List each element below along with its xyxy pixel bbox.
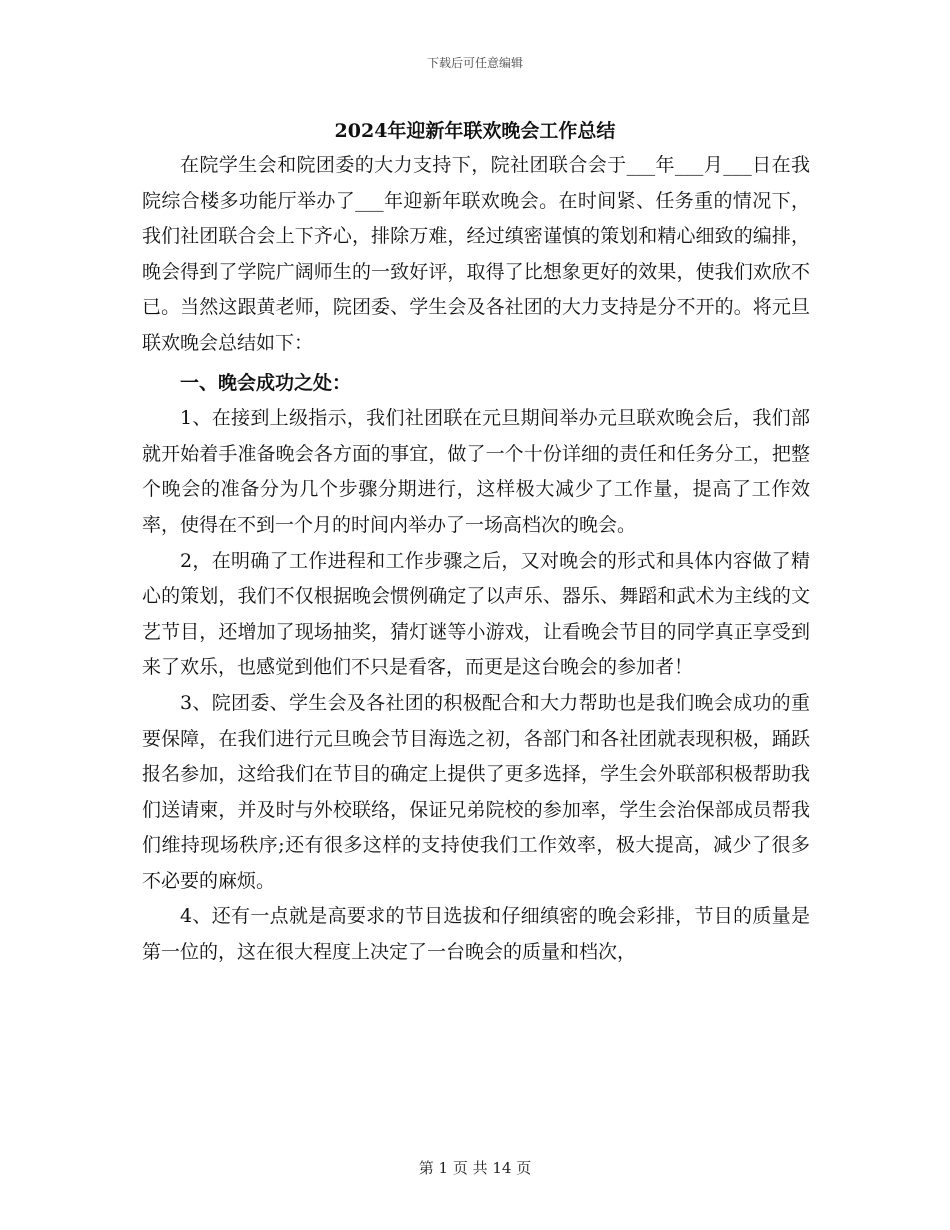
section-heading: 一、晚会成功之处：	[180, 371, 352, 394]
point-paragraph-3: 3、院团委、学生会及各社团的积极配合和大力帮助也是我们晚会成功的重要保障，在我们进行元旦晚会节目海选之初，各部门和各社团就表现积极，踊跃报名参加，这给我们在节目的确定上提供了更多选择，学生会外联部积极帮助我们送请柬，并及时与外校联络，保证兄弟院校的参加率，学生会治保部成员帮我们维持现场秩序;还有很多这样的支持使我们工作效率，极大提高，减少了很多不必要的麻烦。	[142, 691, 810, 892]
page-title: 2024年迎新年联欢晚会工作总结	[334, 120, 616, 142]
point-paragraph-1: 1、在接到上级指示，我们社团联在元旦期间举办元旦联欢晚会后，我们部就开始着手准备晚会各方面的事宜，做了一个十份详细的责任和任务分工，把整个晚会的准备分为几个步骤分期进行，这样极大减少了工作量，提高了工作效率，使得在不到一个月的时间内举办了一场高档次的晚会。	[142, 407, 810, 536]
point-paragraph-2: 2，在明确了工作进程和工作步骤之后，又对晚会的形式和具体内容做了精心的策划，我们不仅根据晚会惯例确定了以声乐、器乐、舞蹈和武术为主线的文艺节目，还增加了现场抽奖，猜灯谜等小游戏，让看晚会节目的同学真正享受到来了欢乐，也感觉到他们不只是看客，而更是这台晚会的参加者！	[142, 549, 810, 679]
point-paragraph-4: 4、还有一点就是高要求的节目选拔和仔细缜密的晚会彩排，节目的质量是第一位的，这在很大程度上决定了一台晚会的质量和档次，	[142, 905, 810, 964]
intro-paragraph: 在院学生会和院团委的大力支持下，院社团联合会于___年___月___日在我院综合楼多功能厅举办了___年迎新年联欢晚会。在时间紧、任务重的情况下，我们社团联合会上下齐心，排除万难，经过缜密谨慎的策划和精心细致的编排，晚会得到了学院广阔师生的一致好评，取得了比想象更好的效果，使我们欢欣不已。当然这跟黄老师，院团委、学生会及各社团的大力支持是分不开的。将元旦联欢晚会总结如下：	[142, 154, 810, 354]
page-number: 第 1 页 共 14 页	[418, 1159, 532, 1177]
document-body	[142, 148, 810, 971]
header-note: 下载后可任意编辑	[426, 56, 523, 70]
